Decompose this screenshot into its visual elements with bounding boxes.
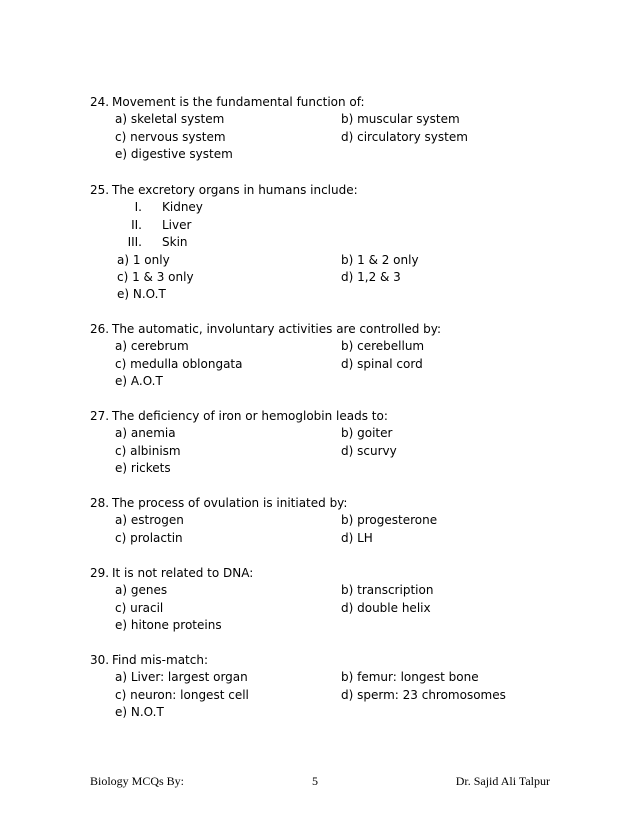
question-number: 28.: [90, 496, 110, 510]
question-number: 26.: [90, 322, 110, 336]
question-text: It is not related to DNA:: [112, 566, 254, 580]
option-d: d) scurvy: [341, 443, 397, 458]
question-stem: [90, 652, 560, 669]
option-d: d) LH: [341, 530, 373, 545]
option-c: c) neuron: longest cell: [115, 687, 249, 702]
statement-numeral: II.: [131, 217, 142, 232]
page-number: 5: [312, 774, 318, 788]
question-number: 30.: [90, 653, 110, 667]
option-e: e) digestive system: [115, 147, 233, 162]
page-footer: [90, 774, 550, 788]
question-stem: [90, 321, 560, 338]
question-text: The deficiency of iron or hemoglobin leads to:: [112, 409, 388, 423]
statement-text: Kidney: [162, 200, 203, 215]
question-number: 25.: [90, 183, 110, 197]
option-c: c) prolactin: [115, 530, 183, 545]
question-text: The process of ovulation is initiated by:: [112, 496, 348, 510]
footer-left-text: Biology MCQs By:: [90, 774, 185, 788]
option-a: a) skeletal system: [115, 112, 225, 127]
question-stem: [90, 495, 560, 512]
question-text: Movement is the fundamental function of:: [112, 95, 365, 109]
option-d: d) 1,2 & 3: [341, 269, 401, 284]
question-stem: [90, 94, 560, 111]
statement-text: Skin: [162, 235, 188, 250]
option-b: b) muscular system: [341, 112, 460, 127]
question-number: 29.: [90, 566, 110, 580]
statement-text: Liver: [162, 217, 192, 232]
option-c: c) nervous system: [115, 129, 226, 144]
statement-3: [90, 234, 560, 251]
footer-author: Dr. Sajid Ali Talpur: [455, 774, 550, 788]
question-text: The automatic, involuntary activities are controlled by:: [112, 322, 442, 336]
statement-numeral: I.: [134, 200, 142, 215]
question-24: [90, 94, 560, 164]
option-a: a) 1 only: [117, 252, 170, 267]
option-b: b) transcription: [341, 583, 434, 598]
question-25: [90, 182, 560, 304]
option-a: a) anemia: [115, 426, 176, 441]
option-a: a) Liver: largest organ: [115, 670, 248, 685]
question-28: [90, 495, 560, 547]
question-number: 24.: [90, 95, 110, 109]
option-c: c) uracil: [115, 600, 164, 615]
option-c: c) medulla oblongata: [115, 356, 243, 371]
option-d: d) double helix: [341, 600, 431, 615]
option-e: e) N.O.T: [117, 287, 166, 302]
option-e: e) N.O.T: [115, 705, 164, 720]
option-b: b) goiter: [341, 426, 393, 441]
question-29: [90, 565, 560, 635]
statement-1: [90, 199, 560, 216]
option-b: b) progesterone: [341, 513, 438, 528]
question-stem: [90, 408, 560, 425]
option-d: d) circulatory system: [341, 129, 468, 144]
question-number: 27.: [90, 409, 110, 423]
option-e: e) A.O.T: [115, 374, 163, 389]
option-a: a) cerebrum: [115, 339, 189, 354]
question-stem: [90, 565, 560, 582]
question-text: Find mis-match:: [112, 653, 208, 667]
option-c: c) 1 & 3 only: [117, 269, 194, 284]
option-d: d) spinal cord: [341, 356, 423, 371]
option-e: e) rickets: [115, 461, 171, 476]
option-c: c) albinism: [115, 443, 181, 458]
statement-numeral: III.: [127, 235, 142, 250]
statement-2: [90, 217, 560, 234]
option-e: e) hitone proteins: [115, 618, 222, 633]
question-26: [90, 321, 560, 391]
question-text: The excretory organs in humans include:: [112, 183, 358, 197]
question-30: [90, 652, 560, 722]
option-d: d) sperm: 23 chromosomes: [341, 687, 506, 702]
option-b: b) 1 & 2 only: [341, 252, 419, 267]
option-b: b) cerebellum: [341, 339, 425, 354]
question-27: [90, 408, 560, 478]
option-b: b) femur: longest bone: [341, 670, 479, 685]
option-a: a) estrogen: [115, 513, 184, 528]
option-a: a) genes: [115, 583, 168, 598]
question-stem: [90, 182, 560, 199]
